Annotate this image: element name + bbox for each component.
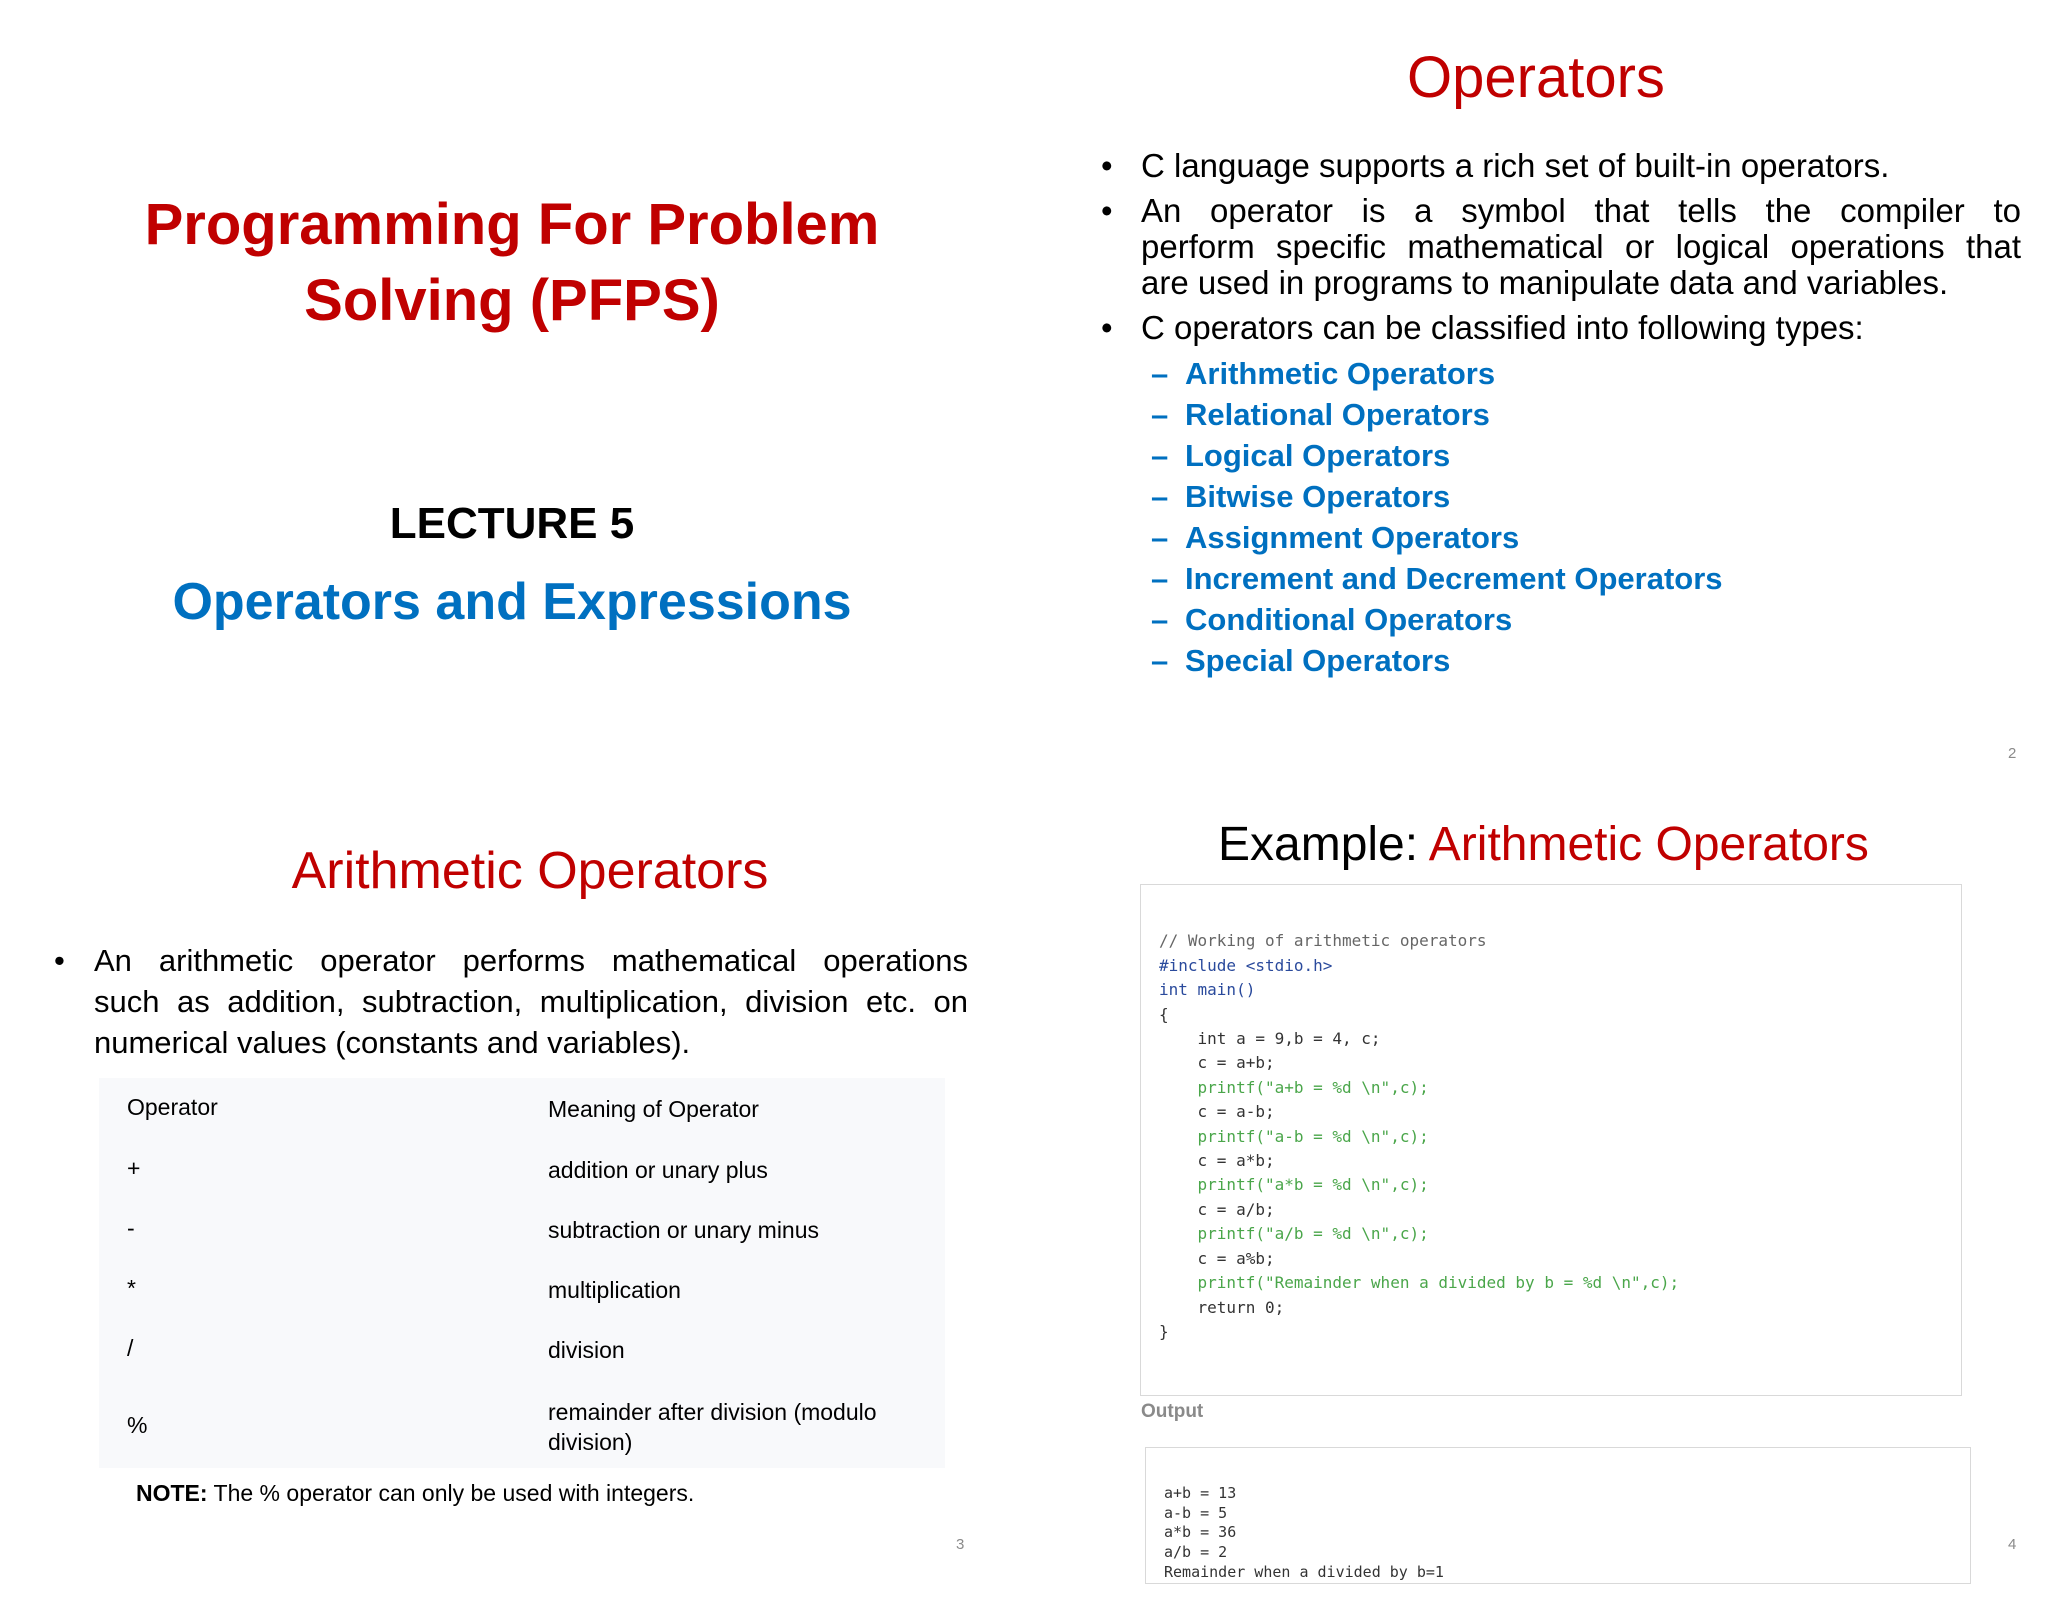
output-line: a*b = 36 [1164,1523,1237,1542]
title-highlight: Arithmetic Operators [1428,818,1869,871]
bullet-line: An arithmetic operator performs mathematical operations [94,943,968,978]
bullet-line: numerical values (constants and variables). [94,1025,691,1060]
table-cell: % [127,1412,148,1438]
list-item: – Relational Operators [1151,397,1490,432]
output-listing [1164,1464,1444,1622]
code-line: c = a+b; [1159,1053,1275,1073]
page-number: 2 [2008,745,2017,762]
code-line: int a = 9,b = 4, c; [1159,1029,1381,1049]
list-item: – Bitwise Operators [1151,479,1451,514]
output-block [1145,1447,1971,1584]
code-line: c = a*b; [1159,1151,1275,1171]
output-line: a-b = 5 [1164,1503,1228,1522]
course-title-line-1: Programming For Problem [144,192,880,257]
code-block [1140,884,1962,1396]
code-line: c = a-b; [1159,1102,1275,1122]
note-label: NOTE: [136,1480,208,1506]
table-cell: - [127,1215,135,1241]
code-line: printf("a-b = %d \n",c); [1159,1126,1429,1146]
bullet-icon: • [1101,147,1113,184]
code-line: // Working of arithmetic operators [1159,931,1487,951]
slide-4-title [1218,817,1869,872]
note-text: The % operator can only be used with integers. [207,1480,695,1506]
lecture-subtitle: Operators and Expressions [172,573,852,631]
code-line: printf("a*b = %d \n",c); [1159,1175,1429,1195]
lecture-number: LECTURE 5 [389,499,635,548]
operator-types-list [1151,353,1723,681]
operator-table [99,1078,945,1468]
list-item: – Logical Operators [1151,438,1451,473]
course-title-line-2: Solving (PFPS) [304,268,720,333]
list-item: – Arithmetic Operators [1151,356,1496,391]
output-label: Output [1141,1401,1204,1422]
bullet-icon: • [54,943,65,978]
table-cell: subtraction or unary minus [548,1217,820,1243]
bullet-item [54,940,968,1063]
code-line: int main() [1159,980,1256,1000]
list-item: – Assignment Operators [1151,520,1520,555]
bullet-line: perform specific mathematical or logical operations that [1141,228,2021,265]
bullet-line: are used in programs to manipulate data and variables. [1141,264,1949,301]
bullet-item [1101,192,2021,301]
list-item: – Conditional Operators [1151,602,1513,637]
table-cell: addition or unary plus [548,1157,768,1183]
table-cell: * [127,1275,136,1301]
page-number: 3 [956,1536,965,1553]
table-header: Operator [127,1094,218,1120]
code-line: printf("a/b = %d \n",c); [1159,1224,1429,1244]
bullet-icon: • [1101,192,1113,229]
list-item: – Increment and Decrement Operators [1151,561,1723,596]
bullet-line: such as addition, subtraction, multiplication, division etc. on [94,984,968,1019]
output-line: a/b = 2 [1164,1543,1228,1562]
table-cell: multiplication [548,1277,681,1303]
code-line: printf("Remainder when a divided by b = %d \n",c); [1159,1273,1680,1293]
table-cell: division [548,1337,625,1363]
table-header: Meaning of Operator [548,1096,759,1122]
code-line: { [1159,1004,1169,1024]
table-cell: + [127,1155,141,1181]
title-prefix: Example: [1218,818,1429,871]
bullet-item: • C language supports a rich set of built-in operators. [1101,147,1890,184]
table-cell: / [127,1335,134,1361]
list-item: – Special Operators [1151,643,1451,678]
table-cell: remainder after division (modulo division) [548,1399,877,1455]
slide-1 [0,0,1024,791]
bullet-line: An operator is a symbol that tells the compiler to [1141,192,2021,229]
code-line: return 0; [1159,1297,1285,1317]
page-number: 4 [2008,1536,2017,1553]
code-line: c = a%b; [1159,1248,1275,1268]
slide-3-title: Arithmetic Operators [291,842,769,900]
code-line: #include <stdio.h> [1159,955,1333,975]
code-listing [1159,905,1679,1393]
code-line: } [1159,1321,1169,1341]
bullet-item: • C operators can be classified into following types: [1101,309,1864,346]
output-line: Remainder when a divided by b=1 [1164,1562,1444,1581]
course-title [0,187,1024,339]
note [136,1480,694,1507]
output-line: a+b = 13 [1164,1483,1237,1502]
slide-2-title: Operators [1407,45,1665,110]
bullet-icon: • [1101,309,1113,346]
code-line: printf("a+b = %d \n",c); [1159,1077,1429,1097]
code-line: c = a/b; [1159,1199,1275,1219]
